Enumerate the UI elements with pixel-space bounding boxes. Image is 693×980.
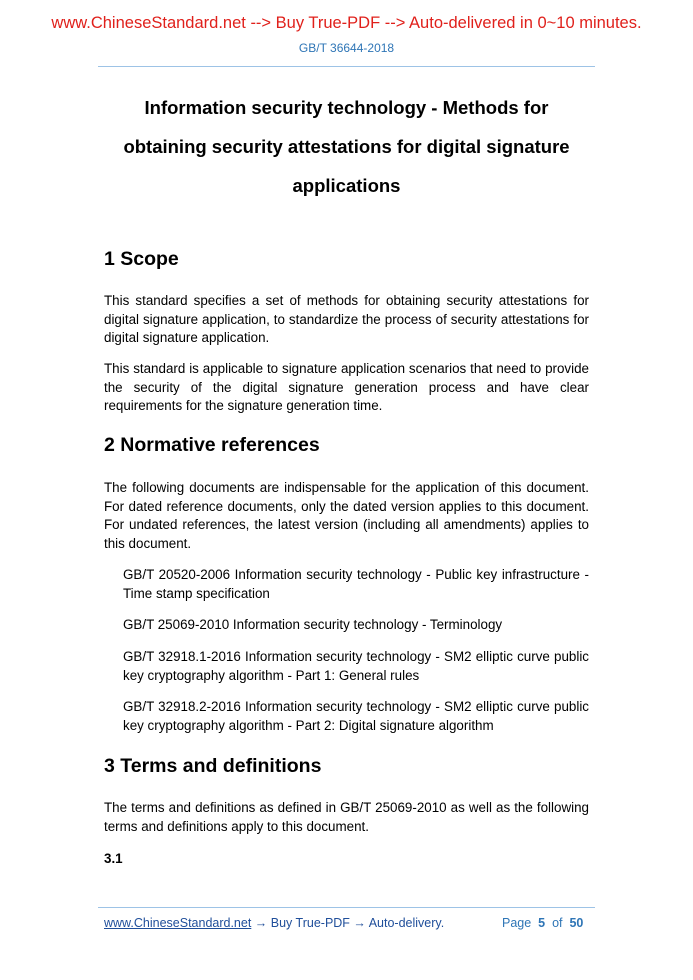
page-total: 50 [569, 916, 584, 930]
reference-item: GB/T 32918.2-2016 Information security technology - SM2 elliptic curve public key cryptography algorithm - Part 2: Digital signature algorithm [123, 699, 589, 733]
reference-item: GB/T 20520-2006 Information security technology - Public key infrastructure - Time stamp specification [123, 567, 589, 601]
scope-paragraph-1: This standard specifies a set of methods for obtaining security attestations for digital signature application, to standardize the process of security attestations for digital signature application. [104, 293, 589, 346]
footer-rule [98, 907, 595, 908]
terms-intro: The terms and definitions as defined in GB/T 25069-2010 as well as the following terms and definitions apply to this document. [104, 800, 589, 834]
page-current: 5 [538, 916, 546, 930]
title-line-2: obtaining security attestations for digital signature [123, 136, 570, 157]
footer-site-link[interactable]: www.ChineseStandard.net [104, 916, 252, 930]
standard-code: GB/T 36644-2018 [298, 41, 395, 55]
section-heading-normative-references: 2 Normative references [104, 434, 320, 456]
reference-item: GB/T 25069-2010 Information security technology - Terminology [123, 617, 503, 632]
page-indicator [502, 916, 583, 930]
normative-intro: The following documents are indispensable for the application of this document. For dated reference documents, only the dated version applies to this document. For undated references, the latest version (including all amendments) applies to this document. [104, 480, 589, 551]
section-heading-terms-and-definitions: 3 Terms and definitions [104, 755, 322, 777]
scope-paragraph-2: This standard is applicable to signature application scenarios that need to provide the security of the digital signature generation process and have clear requirements for the signature generation time. [104, 361, 589, 414]
section-heading-scope: 1 Scope [104, 248, 179, 270]
title-line-3: applications [292, 175, 401, 196]
title-line-1: Information security technology - Methods for [144, 97, 549, 118]
footer-link-text: → Buy True-PDF → Auto-delivery. [251, 916, 445, 930]
page-of: of [552, 916, 563, 930]
footer-link[interactable] [104, 916, 444, 930]
clause-number: 3.1 [104, 851, 123, 866]
document-title [98, 88, 595, 205]
header-rule [98, 66, 595, 67]
reference-item: GB/T 32918.1-2016 Information security technology - SM2 elliptic curve public key cryptography algorithm - Part 1: General rules [123, 649, 589, 683]
page-label: Page [502, 916, 532, 930]
top-banner[interactable]: www.ChineseStandard.net --> Buy True-PDF --> Auto-delivered in 0~10 minutes. [51, 14, 642, 32]
